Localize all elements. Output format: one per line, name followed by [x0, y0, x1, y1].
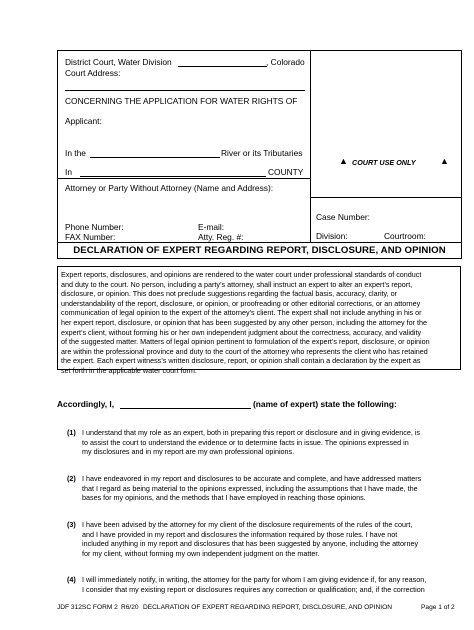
attorney-label: Attorney or Party Without Attorney (Name and Address):: [65, 183, 274, 193]
courtroom-label: Courtroom:: [384, 231, 426, 241]
concerning-label: CONCERNING THE APPLICATION FOR WATER RIGHTS OF: [65, 96, 298, 106]
item-number: (1): [67, 428, 76, 437]
court-division-field[interactable]: [178, 66, 267, 67]
county-label: COUNTY: [268, 167, 304, 177]
item-text: [82, 474, 460, 503]
item-line: included anything in my report and disclosures that has been suggested by anyone, including the attorney: [82, 539, 419, 549]
item-line: I have been advised by the attorney for my client of the disclosure requirements of the rules of the court,: [82, 520, 413, 529]
intro-line: disclosure, or opinion. This does not preclude suggestions regarding the factual basis, accuracy, clarity, or: [61, 289, 397, 299]
intro-line: her expert report, disclosure, or opinion that has been suggested by any other person, including the attorney for the: [61, 317, 427, 327]
in-the-label: In the: [65, 148, 86, 158]
phone-label: Phone Number:: [65, 222, 124, 232]
intro-line: are within the professional province and duty to the court of the attorney who represents the client who has retained: [61, 346, 428, 356]
item-line: my disclosures and in my report are my own professional opinions.: [82, 447, 295, 457]
intro-line: and duty to the court. No person, including a party’s attorney, shall instruct an expert to alter an expert’s report,: [61, 279, 413, 289]
intro-line: of the suggested matter. Matters of legal opinion pertinent to formulation of the expert’s report, disclosure, or opinion: [61, 337, 430, 347]
intro-line: communication of legal opinion to the expert of the attorney’s client. The expert shall not include anything in his or: [61, 308, 422, 318]
item-text: [82, 520, 460, 558]
item-text: [82, 428, 460, 457]
footer-form-id: JDF 312SC FORM 2: [57, 604, 118, 611]
item-number: (2): [67, 474, 76, 483]
item-line: I have endeavored in my report and disclosures to be accurate and complete, and have addressed matters: [82, 474, 422, 483]
river-label: River or its Tributaries: [221, 148, 303, 158]
triangle-up-icon: ▲: [339, 156, 348, 166]
document-title: DECLARATION OF EXPERT REGARDING REPORT, DISCLOSURE, AND OPINION: [73, 245, 446, 256]
footer-revision: R6/20: [121, 604, 139, 611]
court-address-field[interactable]: [65, 90, 305, 91]
item-text: [82, 575, 460, 594]
footer-page-number: Page 1 of 2: [421, 604, 455, 611]
court-division-label: District Court, Water Division: [65, 57, 172, 67]
division-label: Division:: [316, 231, 348, 241]
item-number: (3): [67, 520, 76, 529]
item-line: and I have provided in my report and disclosures the information required by those rules. I have not: [82, 529, 398, 539]
intro-line: Expert reports, disclosures, and opinions are rendered to the water court under professional standards of conduct: [61, 270, 422, 279]
court-use-only-label: COURT USE ONLY: [352, 158, 416, 167]
intro-line: expert’s client, without forming his or her own independent judgment about the correctness, accuracy, and validity: [61, 327, 422, 337]
triangle-up-icon: ▲: [440, 156, 449, 166]
fax-label: FAX Number:: [65, 232, 116, 242]
court-state-label: , Colorado: [266, 57, 305, 67]
accordingly-suffix: (name of expert) state the following:: [253, 399, 397, 409]
item-line: I will immediately notify, in writing, the attorney for the party for whom I am giving evidence if, for any reason,: [82, 575, 427, 584]
item-line: I understand that my role as an expert, both in preparing this report or disclosure and in giving evidence, is: [82, 428, 421, 437]
atty-reg-label: Atty. Reg. #:: [198, 232, 244, 242]
item-line: for my client, without forming my own independent judgment on the matter.: [82, 548, 320, 558]
intro-line: set forth in the applicable water court form.: [61, 365, 197, 375]
item-line: that I regard as being material to the opinions expressed, including the assumptions that I have made, the: [82, 483, 418, 493]
item-line: I consider that my existing report or disclosures requires any correction or qualification; and, if the correction: [82, 584, 425, 594]
accordingly-label: Accordingly, I,: [57, 399, 115, 409]
email-label: E-mail:: [198, 222, 225, 232]
footer-form-name: DECLARATION OF EXPERT REGARDING REPORT, DISCLOSURE, AND OPINION: [143, 604, 393, 611]
expert-name-field[interactable]: [120, 408, 251, 409]
intro-paragraph: [61, 270, 459, 376]
court-address-label: Court Address:: [65, 68, 121, 78]
item-line: to assist the court to understand the evidence or to determine facts in issue. The opinions expressed in: [82, 437, 409, 447]
in-label: In: [65, 167, 72, 177]
intro-line: understandability of the report, disclosure, or opinion, or proofreading or other editorial corrections, or an attorney: [61, 298, 421, 308]
item-line: bases for my opinions, and the methods that I have employed in reaching those opinions.: [82, 493, 366, 503]
item-number: (4): [67, 575, 76, 584]
county-field[interactable]: [80, 176, 266, 177]
intro-line: the expert. Each expert witness’s written disclosure, report, or opinion shall contain a declaration by the expert as: [61, 356, 421, 366]
applicant-label: Applicant:: [65, 116, 102, 126]
case-number-label: Case Number:: [316, 212, 370, 222]
river-field[interactable]: [90, 157, 220, 158]
